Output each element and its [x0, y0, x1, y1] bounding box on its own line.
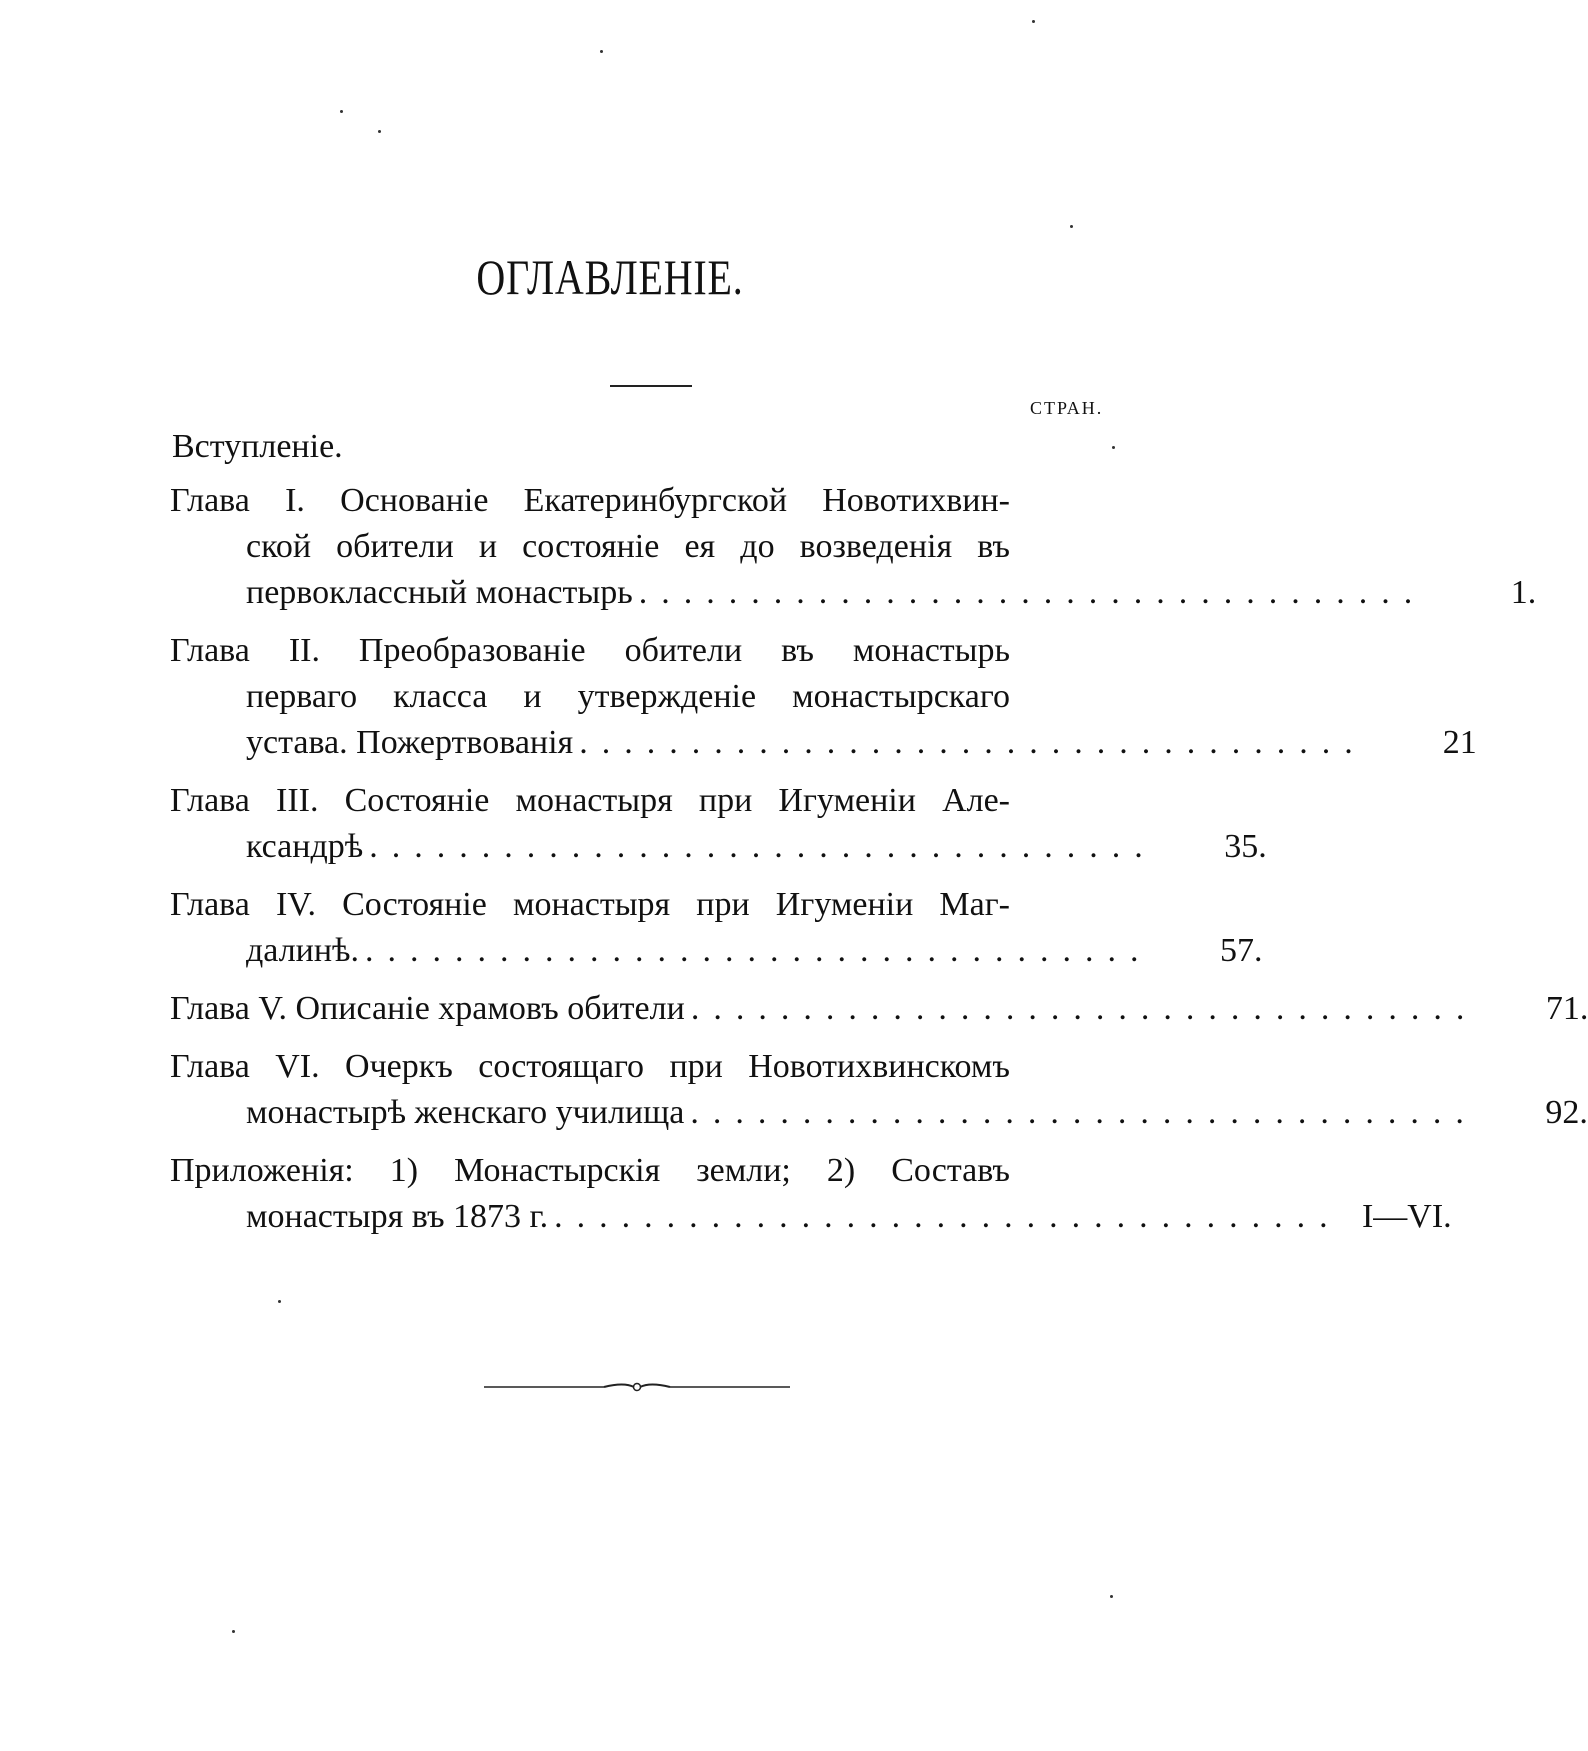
- dot-leader: ...................................: [690, 1094, 1478, 1131]
- toc-entry-chapter-4: [170, 882, 1263, 974]
- introduction-entry: Вступленіе.: [172, 428, 343, 465]
- paper-speck: [1112, 446, 1115, 449]
- entry-line: Глава I. Основаніе Екатеринбургской Новотихвин-: [170, 482, 1010, 519]
- toc-entry-appendices: [170, 1148, 1452, 1240]
- entry-line: Приложенія: 1) Монастырскія земли; 2) Составъ: [170, 1152, 1010, 1189]
- dot-leader: ...................................: [579, 724, 1367, 761]
- toc-entry-chapter-2: [170, 628, 1477, 766]
- page-number: 1.: [1510, 574, 1537, 611]
- entry-line: Глава VI. Очеркъ состоящаго при Новотихвинскомъ: [170, 1048, 1010, 1085]
- entry-line: Глава III. Состояніе монастыря при Игуменіи Але-: [170, 782, 1010, 819]
- toc-entry-chapter-6: [170, 1044, 1588, 1136]
- paper-speck: [278, 1300, 281, 1303]
- entry-line: Глава II. Преобразованіе обители въ монастырь: [170, 632, 1010, 669]
- entry-line: Глава V. Описаніе храмовъ обители: [170, 990, 685, 1027]
- entry-line: ксандрѣ: [246, 828, 364, 865]
- page-column-label: СТРАН.: [1030, 398, 1104, 418]
- dot-leader: ...................................: [690, 990, 1479, 1027]
- page-number: 35.: [1224, 828, 1267, 865]
- entry-line: устава. Пожертвованія: [246, 724, 574, 761]
- paper-speck: [1070, 225, 1073, 228]
- title-rule: [610, 385, 692, 387]
- entry-line: монастыря въ 1873 г.: [246, 1198, 549, 1235]
- entry-line: Глава IV. Состояніе монастыря при Игуменіи Маг-: [170, 886, 1010, 923]
- toc-entry-chapter-3: [170, 778, 1267, 870]
- end-ornament: [484, 1378, 790, 1396]
- page-number: 21: [1442, 724, 1477, 761]
- dot-leader: ...................................: [365, 932, 1153, 969]
- page-number: I—VI.: [1361, 1198, 1452, 1235]
- paper-speck: [1110, 1595, 1113, 1598]
- paper-speck: [340, 110, 343, 113]
- paper-speck: [232, 1630, 235, 1633]
- page-number: 71.: [1545, 990, 1588, 1027]
- paper-speck: [1032, 20, 1035, 23]
- dot-leader: ...................................: [369, 828, 1157, 865]
- entry-line: ской обители и состояніе ея до возведенія въ: [246, 528, 1010, 565]
- page-number: 92.: [1545, 1094, 1588, 1131]
- page-title: ОГЛАВЛЕНІЕ.: [476, 249, 744, 305]
- entry-line: монастырѣ женскаго училища: [246, 1094, 685, 1131]
- entry-line: первоклассный монастырь: [246, 574, 633, 611]
- paper-speck: [378, 130, 381, 133]
- entry-line: перваго класса и утвержденіе монастырскаго: [246, 678, 1010, 715]
- paper-speck: [600, 50, 603, 53]
- page-number: 57.: [1220, 932, 1263, 969]
- toc-entry-chapter-5: [170, 986, 1588, 1032]
- dot-leader: ...................................: [554, 1198, 1342, 1235]
- toc-entry-chapter-1: [170, 478, 1537, 616]
- table-of-contents: [170, 478, 1588, 1252]
- dot-leader: ...................................: [638, 574, 1427, 611]
- entry-line: далинѣ.: [246, 932, 360, 969]
